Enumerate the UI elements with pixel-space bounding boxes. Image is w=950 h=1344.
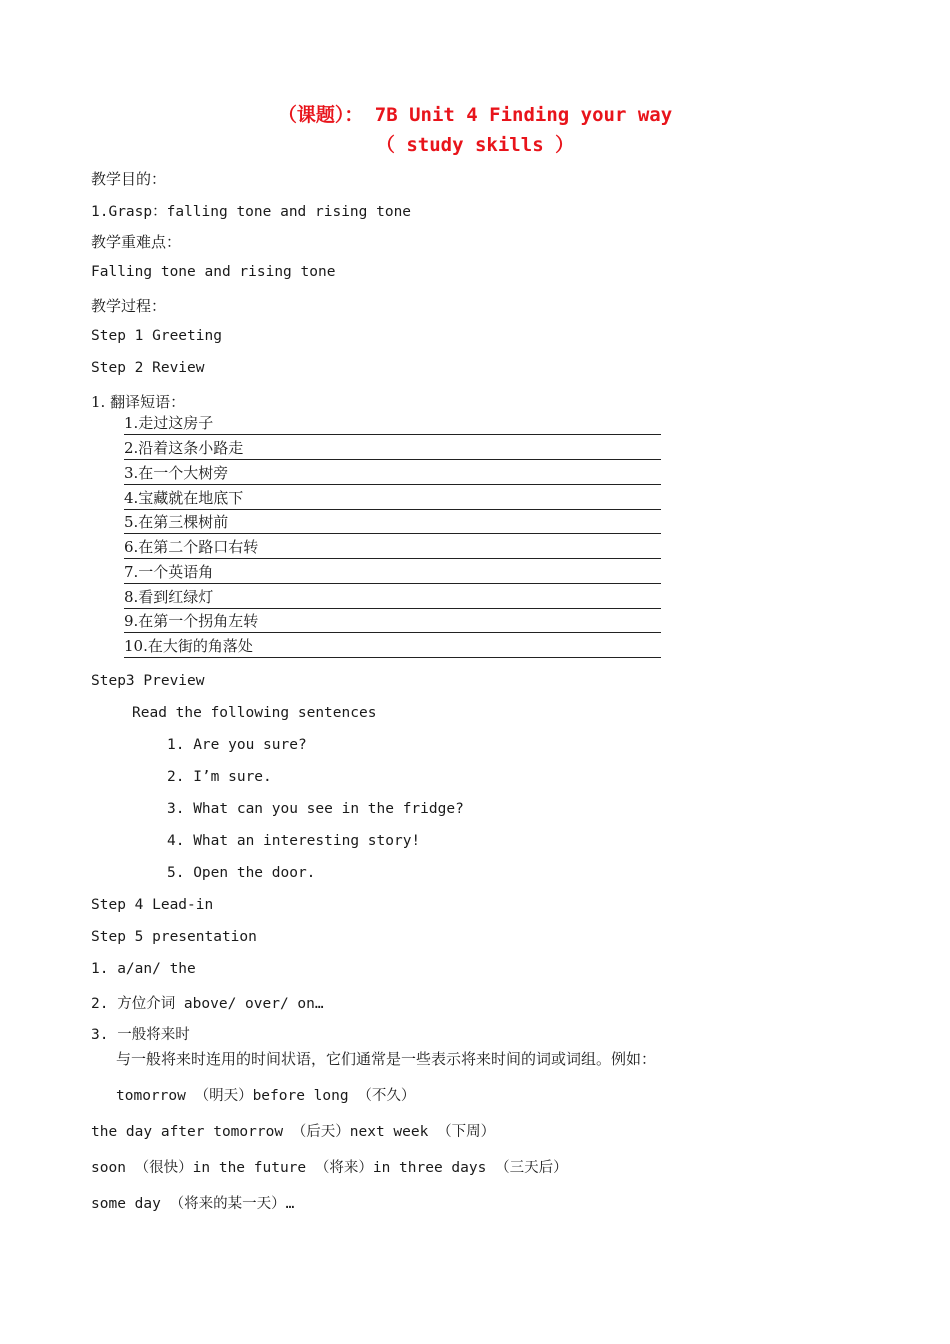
step-2: Step 2 Review [91,360,205,376]
phrase-label: 8.看到红绿灯 [124,588,214,606]
sentence-item: 3. What can you see in the fridge? [167,801,464,817]
phrase-item [124,636,661,658]
page-title: （课题）： 7B Unit 4 Finding your way [277,104,673,126]
phrase-label: 9.在第一个拐角左转 [124,612,259,630]
key-points-heading: 教学重难点： [91,233,182,251]
page-subtitle: （ study skills ） [375,134,575,156]
phrase-item [124,463,661,485]
sentence-item: 1. Are you sure? [167,737,307,753]
sentence-item: 4. What an interesting story! [167,833,421,849]
step-5: Step 5 presentation [91,929,257,945]
time-line: the day after tomorrow （后天）next week （下周） [91,1124,496,1140]
presentation-item: 1. a/an/ the [91,961,196,977]
phrase-label: 2.沿着这条小路走 [124,439,244,457]
phrase-item [124,562,661,584]
phrase-item [124,438,661,460]
future-intro: 与一般将来时连用的时间状语，它们通常是一些表示将来时间的词或词组。例如： [116,1050,657,1068]
step-1: Step 1 Greeting [91,328,222,344]
phrase-item [124,611,661,633]
time-line: tomorrow （明天）before long （不久） [116,1088,416,1104]
read-heading: Read the following sentences [132,705,377,721]
phrase-item [124,413,661,435]
key-points-text: Falling tone and rising tone [91,264,336,280]
sentence-item: 5. Open the door. [167,865,316,881]
phrase-label: 1.走过这房子 [124,414,214,432]
phrase-label: 6.在第二个路口右转 [124,538,259,556]
objective-item: 1.Grasp：falling tone and rising tone [91,204,412,220]
objectives-heading: 教学目的： [91,170,167,188]
presentation-item: 2. 方位介词 above/ over/ on… [91,996,324,1012]
translate-heading: 1. 翻译短语： [91,393,186,411]
phrase-label: 10.在大街的角落处 [124,637,253,655]
phrase-item [124,512,661,534]
time-line: soon （很快）in the future （将来）in three days （三天后） [91,1160,568,1176]
time-line: some day （将来的某一天）… [91,1196,295,1212]
phrase-item [124,587,661,609]
presentation-item: 3. 一般将来时 [91,1027,190,1043]
step-4: Step 4 Lead-in [91,897,214,913]
process-heading: 教学过程： [91,297,167,315]
phrase-label: 4.宝藏就在地底下 [124,489,244,507]
phrase-item [124,488,661,510]
phrase-item [124,537,661,559]
sentence-item: 2. I’m sure. [167,769,272,785]
phrase-label: 3.在一个大树旁 [124,464,229,482]
phrase-label: 7.一个英语角 [124,563,214,581]
step-3: Step3 Preview [91,673,205,689]
phrase-label: 5.在第三棵树前 [124,513,229,531]
